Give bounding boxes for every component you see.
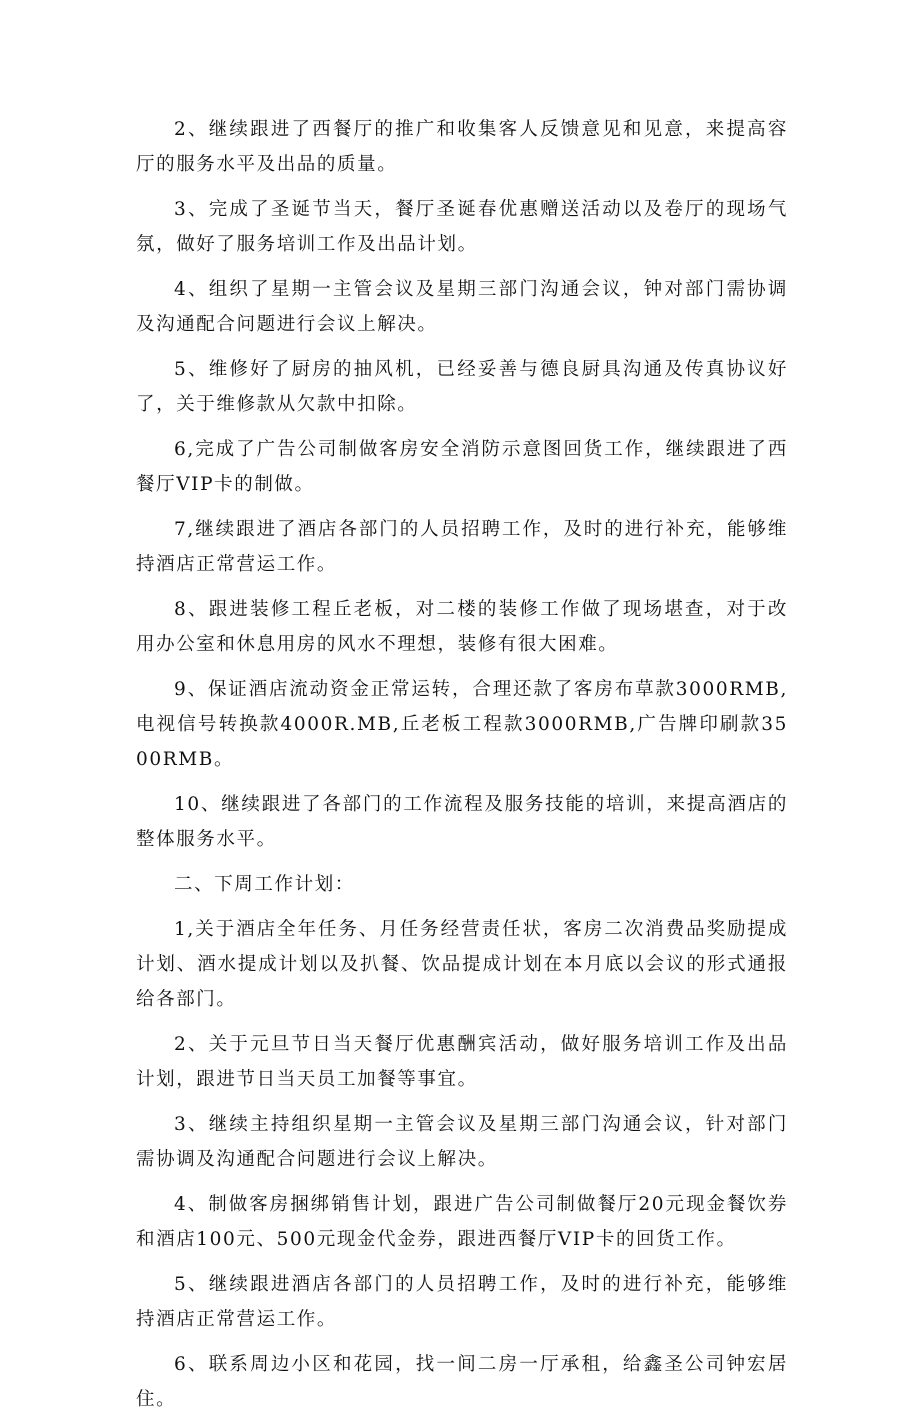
plan-item-2: 2、关于元旦节日当天餐厅优惠酬宾活动，做好服务培训工作及出品计划，跟进节日当天员工加餐等事宜。 [136, 1034, 788, 1090]
plan-item-4: 4、制做客房捆绑销售计划，跟进广告公司制做餐厅20元现金餐饮券和酒店100元、500元现金代金券，跟进西餐厅VIP卡的回货工作。 [136, 1194, 788, 1250]
paragraph-item-10: 10、继续跟进了各部门的工作流程及服务技能的培训，来提高酒店的整体服务水平。 [136, 794, 788, 850]
plan-item-1: 1,关于酒店全年任务、月任务经营责任状，客房二次消费品奖励提成计划、酒水提成计划以及扒餐、饮品提成计划在本月底以会议的形式通报给各部门。 [136, 919, 788, 1010]
paragraph-item-8: 8、跟进装修工程丘老板，对二楼的装修工作做了现场堪查，对于改用办公室和休息用房的风水不理想，装修有很大困难。 [136, 599, 788, 655]
paragraph-item-9: 9、保证酒店流动资金正常运转，合理还款了客房布草款3000RMB,电视信号转换款4000R.MB,丘老板工程款3000RMB,广告牌印刷款3500RMB。 [136, 679, 788, 770]
section-heading-next-week: 二、下周工作计划： [174, 874, 355, 895]
document-body [136, 112, 788, 1427]
paragraph-item-2: 2、继续跟进了西餐厅的推广和收集客人反馈意见和见意，来提高容厅的服务水平及出品的质量。 [136, 119, 788, 175]
paragraph-item-7: 7,继续跟进了酒店各部门的人员招聘工作，及时的进行补充，能够维持酒店正常营运工作。 [136, 519, 788, 575]
plan-item-6: 6、联系周边小区和花园，找一间二房一厅承租，给鑫圣公司钟宏居住。 [136, 1354, 788, 1410]
paragraph-item-6: 6,完成了广告公司制做客房安全消防示意图回货工作，继续跟进了西餐厅VIP卡的制做。 [136, 439, 788, 495]
plan-item-3: 3、继续主持组织星期一主管会议及星期三部门沟通会议，针对部门需协调及沟通配合问题进行会议上解决。 [136, 1114, 788, 1170]
plan-item-5: 5、继续跟进酒店各部门的人员招聘工作，及时的进行补充，能够维持酒店正常营运工作。 [136, 1274, 788, 1330]
paragraph-item-4: 4、组织了星期一主管会议及星期三部门沟通会议，钟对部门需协调及沟通配合问题进行会议上解决。 [136, 279, 788, 335]
paragraph-item-3: 3、完成了圣诞节当天，餐厅圣诞春优惠赠送活动以及卷厅的现场气氛，做好了服务培训工作及出品计划。 [136, 199, 788, 255]
paragraph-item-5: 5、维修好了厨房的抽风机，已经妥善与德良厨具沟通及传真协议好了，关于维修款从欠款中扣除。 [136, 359, 788, 415]
